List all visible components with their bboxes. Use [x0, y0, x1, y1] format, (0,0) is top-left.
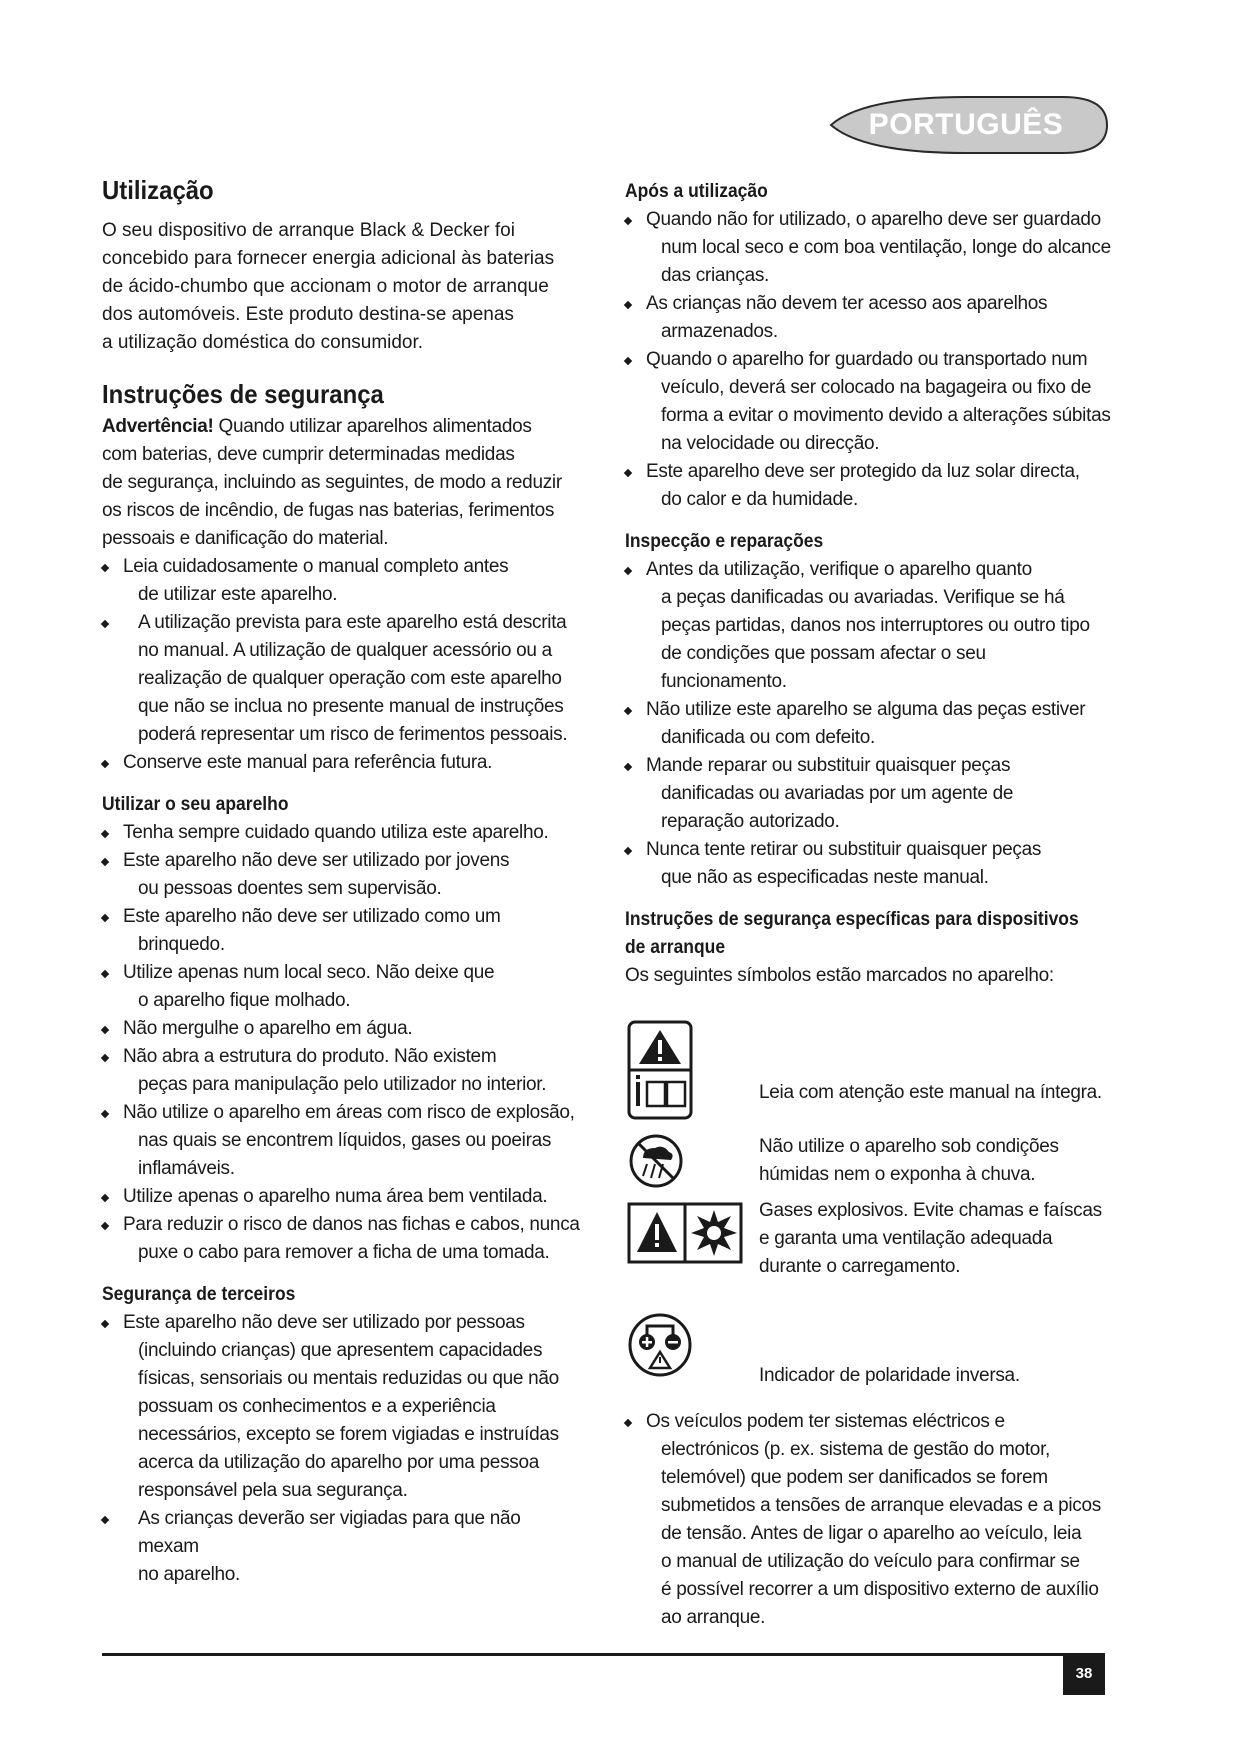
list-item [625, 836, 1115, 892]
utilizar-bullet-list [102, 819, 580, 1267]
list-item [102, 819, 580, 847]
bullet-line: brinquedo. [138, 934, 225, 955]
bullet-line: possuam os conhecimentos e a experiência [138, 1396, 496, 1417]
bullet-line: das crianças. [661, 265, 770, 286]
bullet-line: reparação autorizado. [661, 811, 840, 832]
symbol-line: Leia com atenção este manual na íntegra. [759, 1082, 1102, 1103]
bullet-line: Conserve este manual para referência futura. [123, 752, 493, 773]
warning-label: Advertência! [102, 416, 214, 437]
body-line: os riscos de incêndio, de fugas nas baterias, ferimentos [102, 500, 555, 521]
bullet-line: danificadas ou avariadas por um agente de [661, 783, 1014, 804]
left-column [102, 175, 580, 1589]
bullet-line: num local seco e com boa ventilação, longe do alcance [661, 237, 1111, 258]
safety-bullet-list [102, 553, 580, 609]
section-title-utilizacao: Utilização [102, 175, 214, 205]
list-item [102, 1211, 580, 1267]
bullet-line: Mande reparar ou substituir quaisquer peças [646, 755, 1011, 776]
bullet-line: Não abra a estrutura do produto. Não existem [123, 1046, 497, 1067]
subsection-title-especificas-2: de arranque [625, 937, 726, 958]
inspeccao-bullet-list [625, 556, 1115, 892]
list-item [625, 752, 1115, 836]
list-item [102, 749, 580, 777]
list-item [625, 290, 1115, 346]
bullet-line: (incluindo crianças) que apresentem capacidades [138, 1340, 543, 1361]
list-item [102, 1043, 580, 1099]
bullet-line: o aparelho fique molhado. [138, 990, 351, 1011]
bullet-line: Utilize apenas o aparelho numa área bem ventilada. [123, 1186, 548, 1207]
page-number: 38 [1063, 1653, 1105, 1695]
bullet-line: realização de qualquer operação com este aparelho [138, 668, 562, 689]
bullet-line: o manual de utilização do veículo para confirmar se [661, 1551, 1080, 1572]
bullet-line: no manual. A utilização de qualquer acessório ou a [138, 640, 552, 661]
bullet-line: danificada ou com defeito. [661, 727, 876, 748]
warning-line [102, 413, 580, 441]
bullet-line: no aparelho. [138, 1564, 241, 1585]
bullet-line: que não as especificadas neste manual. [661, 867, 989, 888]
section-title-seguranca: Instruções de segurança [102, 379, 384, 409]
read-manual-icon [627, 1020, 693, 1125]
body-line: de segurança, incluindo as seguintes, de modo a reduzir [102, 472, 562, 493]
bullet-line: físicas, sensoriais ou mentais reduzidas ou que não [138, 1368, 559, 1389]
bullet-line: de tensão. Antes de ligar o aparelho ao veículo, leia [661, 1523, 1082, 1544]
bullet-line: forma a evitar o movimento devido a alterações súbitas [661, 405, 1111, 426]
language-tab [823, 95, 1109, 155]
symbol-line: Não utilize o aparelho sob condições [759, 1136, 1059, 1157]
list-item [625, 458, 1115, 514]
especificas-bullet-list [625, 1408, 1115, 1632]
symbol-text [759, 1133, 1119, 1189]
list-item [625, 346, 1115, 458]
bullet-line: é possível recorrer a um dispositivo externo de auxílio [661, 1579, 1099, 1600]
symbol-text [759, 1079, 1119, 1107]
symbols-list [625, 990, 1115, 1400]
bullet-line: a peças danificadas ou avariadas. Verifique se há [661, 587, 1065, 608]
body-line: concebido para fornecer energia adicional às baterias [102, 248, 555, 269]
body-line: a utilização doméstica do consumidor. [102, 332, 424, 353]
list-item [625, 696, 1115, 752]
symbol-line: Gases explosivos. Evite chamas e faíscas [759, 1200, 1102, 1221]
bullet-line: As crianças não devem ter acesso aos aparelhos [646, 293, 1048, 314]
body-line: pessoais e danificação do material. [102, 528, 389, 549]
bullet-line: Quando o aparelho for guardado ou transportado num [646, 349, 1088, 370]
bullet-line: electrónicos (p. ex. sistema de gestão do motor, [661, 1439, 1051, 1460]
list-item [625, 206, 1115, 290]
bullet-line: poderá representar um risco de ferimentos pessoais. [138, 724, 568, 745]
list-item [102, 1015, 580, 1043]
bullet-line: A utilização prevista para este aparelho está descrita [138, 612, 567, 633]
subsection-title-inspeccao: Inspecção e reparações [625, 531, 824, 552]
explosive-gas-icon [627, 1202, 743, 1269]
bullet-line: responsável pela sua segurança. [138, 1480, 408, 1501]
bullet-line: ou pessoas doentes sem supervisão. [138, 878, 442, 899]
list-item [625, 1408, 1115, 1632]
bullet-line: Este aparelho não deve ser utilizado por pessoas [123, 1312, 525, 1333]
symbol-text [759, 1197, 1119, 1281]
footer-rule [102, 1653, 1104, 1656]
symbol-line: húmidas nem o exponha à chuva. [759, 1164, 1036, 1185]
bullet-line: nas quais se encontrem líquidos, gases ou poeiras [138, 1130, 552, 1151]
safety-bullet-list-wide [102, 609, 580, 749]
body-line: com baterias, deve cumprir determinadas medidas [102, 444, 515, 465]
bullet-line: peças para manipulação pelo utilizador no interior. [138, 1074, 547, 1095]
list-item [102, 903, 580, 959]
bullet-line: Não utilize o aparelho em áreas com risco de explosão, [123, 1102, 575, 1123]
bullet-line: As crianças deverão ser vigiadas para que não mexam [138, 1508, 521, 1557]
bullet-line: ao arranque. [661, 1607, 766, 1628]
bullet-line: Este aparelho deve ser protegido da luz solar directa, [646, 461, 1080, 482]
bullet-line: de utilizar este aparelho. [138, 584, 338, 605]
body-line: de ácido-chumbo que accionam o motor de arranque [102, 276, 549, 297]
list-item [102, 847, 580, 903]
subsection-title-utilizar: Utilizar o seu aparelho [102, 794, 289, 815]
bullet-line: veículo, deverá ser colocado na bagageira ou fixo de [661, 377, 1092, 398]
reverse-polarity-icon [627, 1312, 693, 1383]
bullet-line: na velocidade ou direcção. [661, 433, 880, 454]
bullet-line: puxe o cabo para remover a ficha de uma tomada. [138, 1242, 550, 1263]
list-item [102, 553, 580, 609]
list-item [102, 1309, 580, 1505]
subsection-title-apos: Após a utilização [625, 181, 768, 202]
bullet-line: que não se inclua no presente manual de instruções [138, 696, 564, 717]
bullet-line: Nunca tente retirar ou substituir quaisquer peças [646, 839, 1042, 860]
bullet-line: Este aparelho não deve ser utilizado por jovens [123, 850, 510, 871]
list-item [102, 609, 580, 749]
warning-paragraph [102, 413, 580, 553]
bullet-line: armazenados. [661, 321, 778, 342]
subsection-title-especificas: Instruções de segurança específicas para dispositivos [625, 909, 1079, 930]
safety-bullet-list-end [102, 749, 580, 777]
apos-bullet-list [625, 206, 1115, 514]
list-item [102, 1505, 580, 1589]
symbol-text [759, 1362, 1119, 1390]
subsection-title-terceiros: Segurança de terceiros [102, 1284, 296, 1305]
bullet-line: Este aparelho não deve ser utilizado como um [123, 906, 501, 927]
bullet-line: Não utilize este aparelho se alguma das peças estiver [646, 699, 1086, 720]
list-item [102, 1183, 580, 1211]
bullet-line: peças partidas, danos nos interruptores ou outro tipo [661, 615, 1090, 636]
bullet-line: telemóvel) que podem ser danificados se forem [661, 1467, 1048, 1488]
bullet-line: Leia cuidadosamente o manual completo antes [123, 556, 509, 577]
bullet-line: submetidos a tensões de arranque elevadas e a picos [661, 1495, 1101, 1516]
symbol-line: durante o carregamento. [759, 1256, 961, 1277]
bullet-line: de condições que possam afectar o seu funcionamento. [661, 643, 986, 692]
language-label: PORTUGUÊS [868, 108, 1064, 141]
bullet-line: inflamáveis. [138, 1158, 235, 1179]
bullet-line: Quando não for utilizado, o aparelho deve ser guardado [646, 209, 1101, 230]
bullet-line: acerca da utilização do aparelho por uma pessoa [138, 1452, 539, 1473]
bullet-line: Tenha sempre cuidado quando utiliza este aparelho. [123, 822, 549, 843]
right-column [625, 178, 1115, 1632]
bullet-line: do calor e da humidade. [661, 489, 858, 510]
utilizacao-body [102, 217, 580, 357]
symbol-line: e garanta uma ventilação adequada [759, 1228, 1053, 1249]
symbols-intro: Os seguintes símbolos estão marcados no aparelho: [625, 965, 1054, 986]
body-line: O seu dispositivo de arranque Black & Decker foi [102, 220, 515, 241]
terceiros-bullet-list [102, 1309, 580, 1589]
bullet-line: Utilize apenas num local seco. Não deixe que [123, 962, 495, 983]
list-item [625, 556, 1115, 696]
warning-first: Quando utilizar aparelhos alimentados [213, 416, 532, 437]
body-line: dos automóveis. Este produto destina-se apenas [102, 304, 514, 325]
list-item [102, 1099, 580, 1183]
bullet-line: Antes da utilização, verifique o aparelho quanto [646, 559, 1032, 580]
no-rain-icon [627, 1132, 685, 1195]
bullet-line: Para reduzir o risco de danos nas fichas e cabos, nunca [123, 1214, 580, 1235]
bullet-line: Não mergulhe o aparelho em água. [123, 1018, 413, 1039]
list-item [102, 959, 580, 1015]
symbol-line: Indicador de polaridade inversa. [759, 1365, 1020, 1386]
bullet-line: Os veículos podem ter sistemas eléctricos e [646, 1411, 1005, 1432]
bullet-line: necessários, excepto se forem vigiadas e instruídas [138, 1424, 559, 1445]
